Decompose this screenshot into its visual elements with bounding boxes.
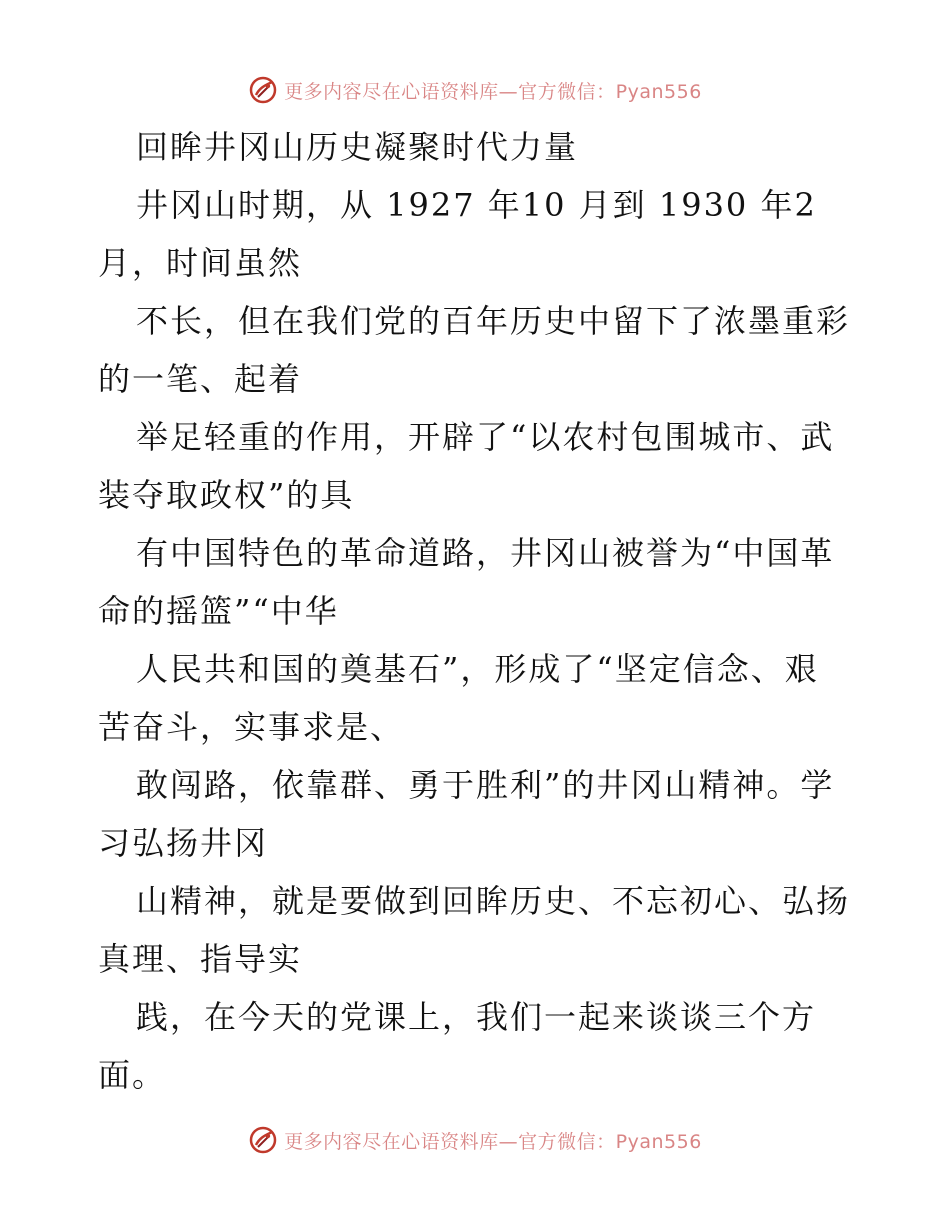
brand-logo-icon [248, 1125, 278, 1155]
text-line: 命的摇篮”“中华 [98, 592, 339, 630]
text-line: 的一笔、起着 [98, 360, 303, 398]
watermark-header [0, 72, 950, 108]
text-line: 面。 [98, 1056, 167, 1094]
text-line: 月，时间虽然 [98, 244, 303, 282]
text-line: 山精神，就是要做到回眸历史、不忘初心、弘扬 [136, 882, 851, 920]
text-line: 践，在今天的党课上，我们一起来谈谈三个方 [136, 998, 817, 1036]
text-line: 习弘扬井冈 [98, 824, 269, 862]
document-body [98, 118, 858, 1104]
text-line: 有中国特色的革命道路，井冈山被誉为“中国革 [136, 534, 835, 572]
text-line: 不长，但在我们党的百年历史中留下了浓墨重彩 [136, 302, 851, 340]
text-line: 装夺取政权”的具 [98, 476, 355, 514]
text-line: 举足轻重的作用，开辟了“以农村包围城市、武 [136, 418, 835, 456]
text-line: 真理、指导实 [98, 940, 303, 978]
text-line: 井冈山时期，从 1927 年10 月到 1930 年2 [136, 186, 817, 224]
text-line: 敢闯路，依靠群、勇于胜利”的井冈山精神。学 [136, 766, 835, 804]
watermark-footer [0, 1122, 950, 1158]
watermark-text: 更多内容尽在心语资料库—官方微信：Pyan556 [284, 1130, 702, 1153]
brand-logo-icon [248, 75, 278, 105]
document-title: 回眸井冈山历史凝聚时代力量 [136, 128, 579, 166]
text-line: 人民共和国的奠基石”，形成了“坚定信念、艰 [136, 650, 819, 688]
text-line: 苦奋斗，实事求是、 [98, 708, 405, 746]
watermark-text: 更多内容尽在心语资料库—官方微信：Pyan556 [284, 80, 702, 103]
